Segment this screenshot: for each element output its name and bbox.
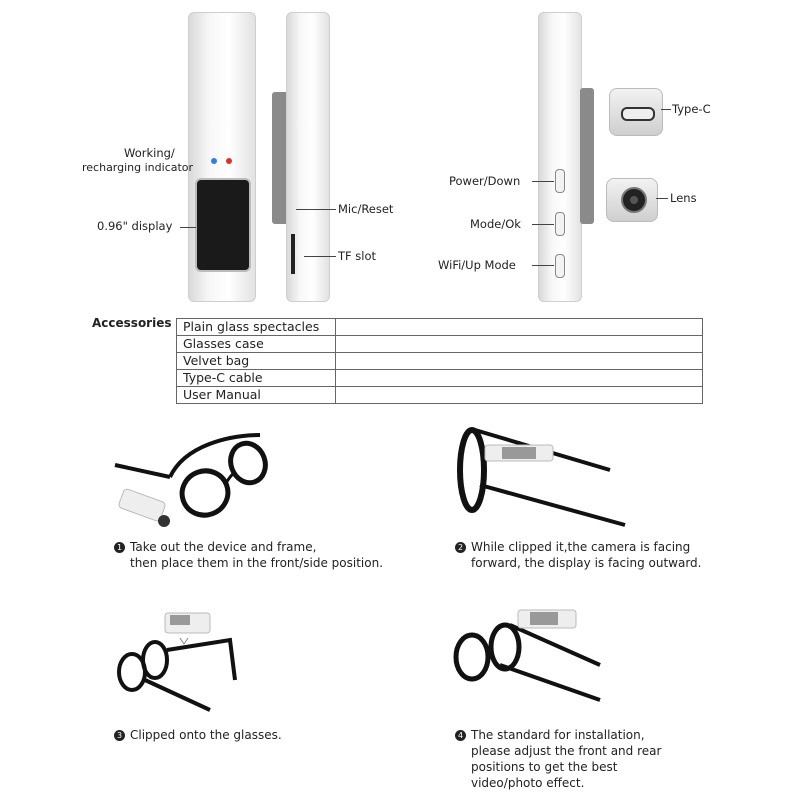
clip-bracket-right [580, 88, 594, 224]
step3-text [114, 727, 282, 743]
mic-reset-leader-line [296, 209, 336, 210]
mic-reset-label: Mic/Reset [338, 202, 394, 216]
step2-text [455, 539, 702, 571]
working-indicator-label: Working/ [124, 146, 175, 160]
step4-line2: please adjust the front and rear [471, 744, 662, 758]
tf-slot-label: TF slot [338, 249, 377, 263]
step1-line2: then place them in the front/side position. [130, 556, 384, 570]
lens-leader-line [656, 198, 668, 199]
type-c-leader-line [661, 109, 671, 110]
step2-line2: forward, the display is facing outward. [471, 556, 702, 570]
step3-illustration [110, 610, 250, 720]
lens-detail [606, 178, 658, 222]
step-number-2: 2 [455, 542, 466, 553]
accessories-table [176, 318, 703, 404]
lens-icon [621, 187, 647, 213]
step4-line3: positions to get the best [471, 760, 618, 774]
type-c-port-icon [621, 107, 655, 121]
wifi-up-leader-line [532, 265, 554, 266]
step3-line1: Clipped onto the glasses. [130, 728, 282, 742]
wifi-up-button [555, 254, 565, 278]
display-label: 0.96" display [97, 219, 173, 233]
accessory-item: Velvet bag [177, 353, 336, 370]
accessories-heading: Accessories [92, 316, 172, 330]
step1-text [114, 539, 383, 571]
table-row [177, 370, 703, 387]
recharging-indicator-red-led [226, 158, 232, 164]
accessory-item: Plain glass spectacles [177, 319, 336, 336]
mode-ok-label: Mode/Ok [470, 217, 521, 231]
table-row [177, 319, 703, 336]
accessory-item: User Manual [177, 387, 336, 404]
step4-illustration [450, 605, 620, 715]
tf-slot [291, 234, 295, 274]
working-indicator-blue-led [211, 158, 217, 164]
table-row [177, 387, 703, 404]
step4-line4: video/photo effect. [471, 776, 585, 790]
type-c-label: Type-C [672, 102, 711, 116]
power-down-leader-line [532, 181, 554, 182]
display-leader-line [180, 227, 196, 228]
type-c-port-detail [609, 88, 663, 136]
display-screen [195, 178, 251, 272]
mode-ok-leader-line [532, 224, 554, 225]
step1-line1: Take out the device and frame, [130, 540, 317, 554]
tf-slot-leader-line [304, 256, 336, 257]
table-row [177, 353, 703, 370]
step2-line1: While clipped it,the camera is facing [471, 540, 691, 554]
power-down-button [555, 169, 565, 193]
step-number-1: 1 [114, 542, 125, 553]
wifi-up-label: WiFi/Up Mode [438, 258, 516, 272]
lens-label: Lens [670, 191, 697, 205]
step4-text [455, 727, 661, 791]
accessory-item: Type-C cable [177, 370, 336, 387]
step-number-3: 3 [114, 730, 125, 741]
accessory-item: Glasses case [177, 336, 336, 353]
table-row [177, 336, 703, 353]
step-number-4: 4 [455, 730, 466, 741]
step4-line1: The standard for installation, [471, 728, 645, 742]
step1-illustration [110, 425, 280, 535]
mode-ok-button [555, 212, 565, 236]
power-down-label: Power/Down [449, 174, 521, 188]
recharging-indicator-label: recharging indicator [82, 161, 194, 174]
step2-illustration [450, 425, 630, 535]
